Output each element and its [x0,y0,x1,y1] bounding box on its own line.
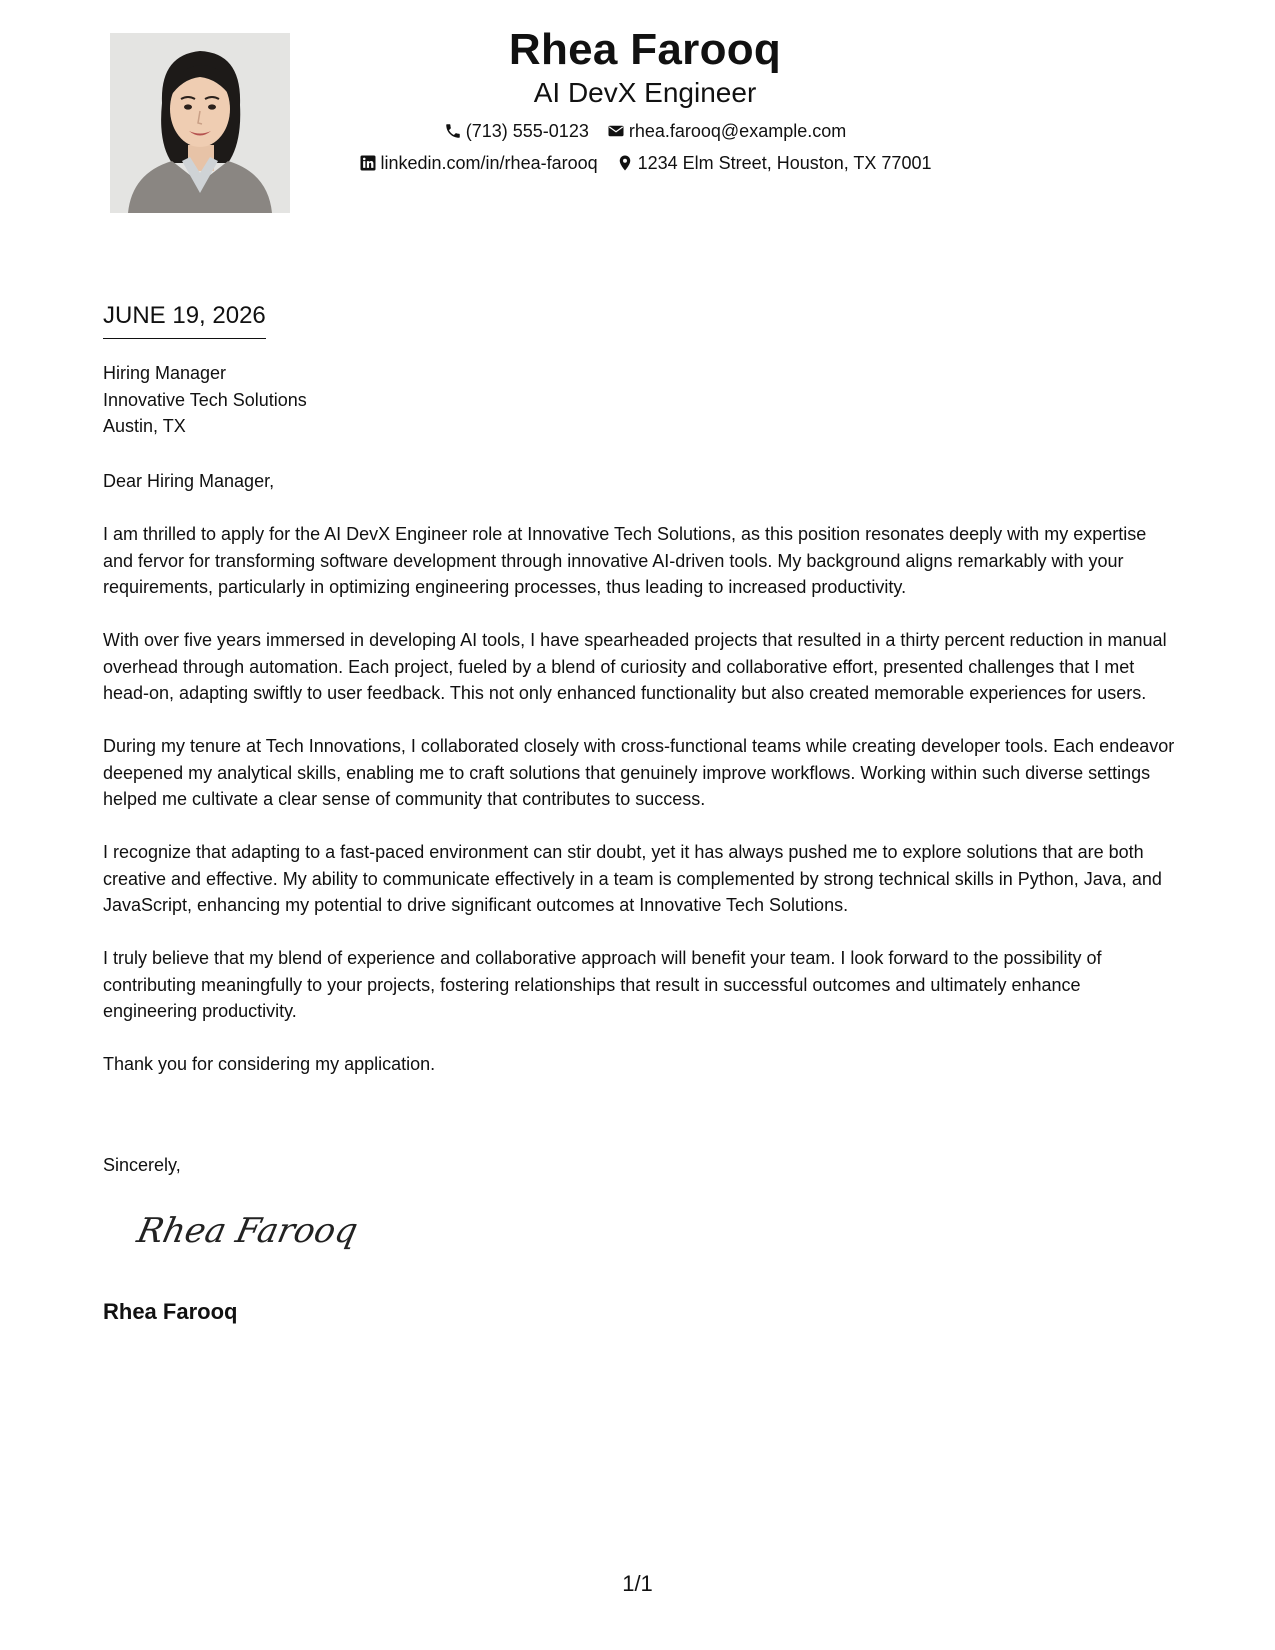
recipient-company: Innovative Tech Solutions [103,389,307,410]
handwritten-signature [133,1202,362,1262]
body-paragraph: During my tenure at Tech Innovations, I collaborated closely with cross-functional teams while creating developer tools. Each endeavor deepened my analytical skills, enabling me to craft solutions that genuinely improve workflows. Working within such diverse settings helped me cultivate a clear sense of community that contributes to success. [103,736,1175,809]
contact-address [616,152,932,174]
letter-date: JUNE 19, 2026 [103,300,266,339]
body-paragraph: Thank you for considering my application. [103,1054,436,1074]
linkedin-icon [359,154,377,172]
closing: Sincerely, [103,1155,181,1175]
envelope-icon [607,122,625,140]
phone-text: (713) 555-0123 [465,121,589,141]
svg-text:Rhea Farooq: Rhea Farooq [133,1211,362,1251]
salutation: Dear Hiring Manager, [103,471,275,491]
contact-phone [444,120,589,142]
recipient-location: Austin, TX [103,416,186,436]
address-text: 1234 Elm Street, Houston, TX 77001 [637,153,932,173]
body-paragraph: With over five years immersed in developing AI tools, I have spearheaded projects that resulted in a thirty percent reduction in manual overhead through automation. Each project, fueled by a blend of curiosity and collaborative effort, presented challenges that I met head-on, adapting swiftly to user feedback. This not only enhanced functionality but also created memorable experiences for users. [103,630,1167,703]
signed-name: Rhea Farooq [103,1299,238,1324]
body-paragraph: I recognize that adapting to a fast-paced environment can stir doubt, yet it has always pushed me to explore solutions that are both creative and effective. My ability to communicate effectively in a team is complemented by strong technical skills in Python, Java, and JavaScript, enhancing my potential to drive significant outcomes at Innovative Tech Solutions. [103,842,1162,915]
contact-linkedin[interactable] [359,152,598,174]
body-paragraph: I truly believe that my blend of experience and collaborative approach will benefit your team. I look forward to the possibility of contributing meaningfully to your projects, fostering relationships that result in successful outcomes and ultimately enhance engineering productivity. [103,948,1102,1021]
phone-icon [444,122,462,140]
letter-header [300,22,990,174]
contact-row-secondary [300,152,990,174]
contact-row-primary [300,120,990,142]
email-text[interactable]: rhea.farooq@example.com [628,121,847,141]
contact-email[interactable] [607,120,846,142]
applicant-name: Rhea Farooq [508,25,782,74]
applicant-title: AI DevX Engineer [533,77,757,108]
recipient-block [103,360,307,440]
profile-photo [110,33,290,213]
linkedin-text[interactable]: linkedin.com/in/rhea-farooq [380,153,598,173]
recipient-name: Hiring Manager [103,363,227,383]
body-paragraph: I am thrilled to apply for the AI DevX Engineer role at Innovative Tech Solutions, as this position resonates deeply with my expertise and fervor for transforming software development through innovative AI-driven tools. My background aligns remarkably with your requirements, particularly in optimizing engineering processes, thus leading to increased productivity. [103,524,1147,597]
letter-body [103,468,1178,1104]
page-number: 1/1 [622,1571,653,1596]
map-marker-icon [616,154,634,172]
